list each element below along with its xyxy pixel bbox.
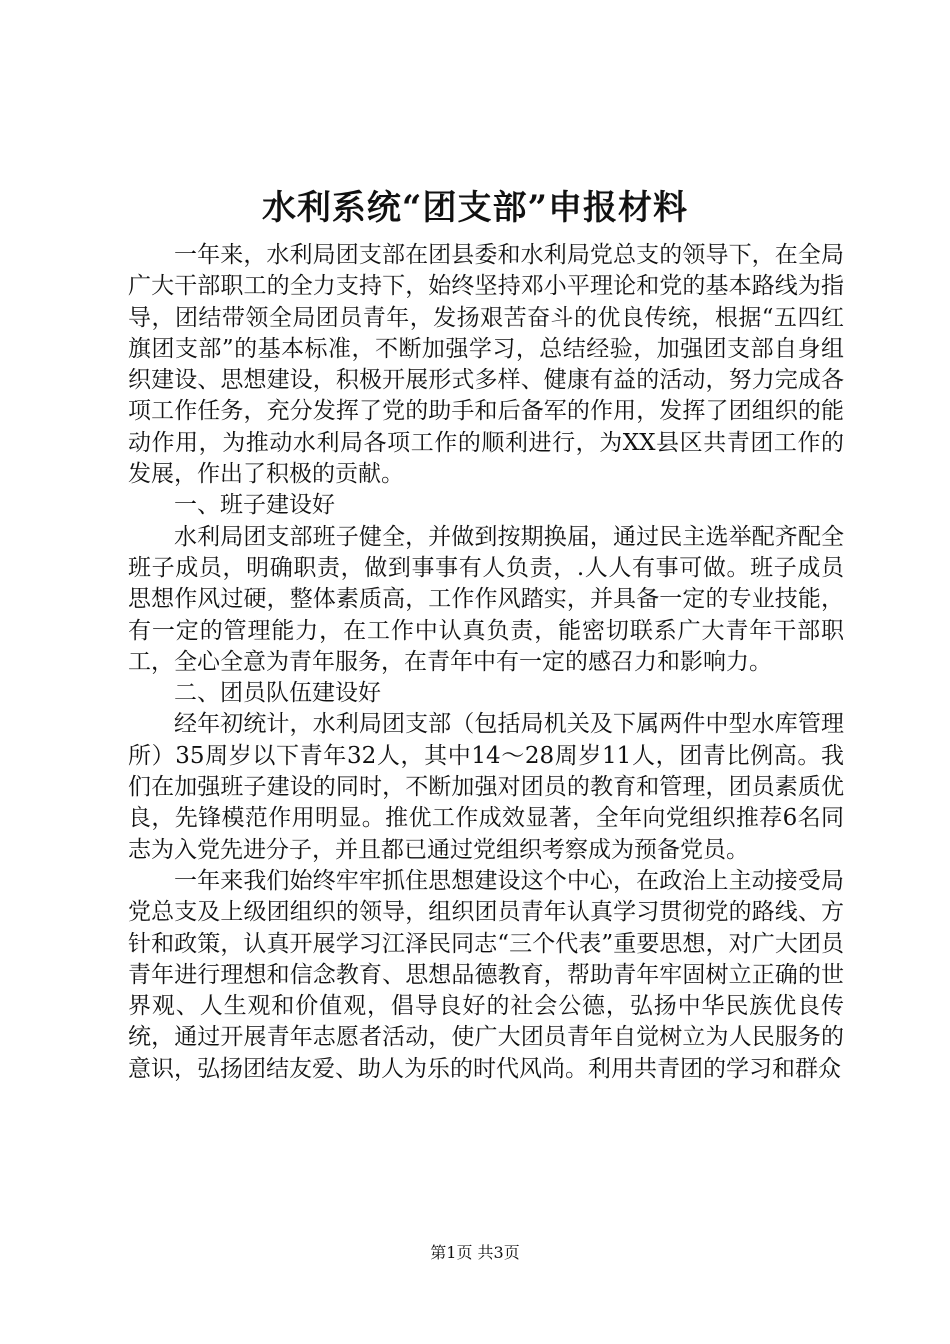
paragraph-intro: 一年来，水利局团支部在团县委和水利局党总支的领导下，在全局广大干部职工的全力支持下，始终坚持邓小平理论和党的基本路线为指导，团结带领全局团员青年，发扬艰苦奋斗的优良传统，根据“五四红旗团支部”的基本标准，不断加强学习，总结经验，加强团支部自身组织建设、思想建设，积极开展形式多样、健康有益的活动，努力完成各项工作任务，充分发挥了党的助手和后备军的作用，发挥了团组织的能动作用，为推动水利局各项工作的顺利进行，为XX县区共青团工作的发展，作出了积极的贡献。 <box>128 242 844 488</box>
document-title: 水利系统“团支部”申报材料 <box>261 188 689 228</box>
section-heading-2: 二、团员队伍建设好 <box>174 680 381 707</box>
page-footer: 第1页 共3页 <box>430 1243 520 1262</box>
section-heading-1: 一、班子建设好 <box>174 492 335 519</box>
paragraph-leadership: 水利局团支部班子健全，并做到按期换届，通过民主选举配齐配全班子成员，明确职责，做到事事有人负责，.人人有事可做。班子成员思想作风过硬，整体素质高，工作作风踏实，并具备一定的专业技能，有一定的管理能力，在工作中认真负责，能密切联系广大青年干部职工，全心全意为青年服务，在青年中有一定的感召力和影响力。 <box>128 523 844 675</box>
document-body <box>128 240 844 1085</box>
paragraph-ideology: 一年来我们始终牢牢抓住思想建设这个中心，在政治上主动接受局党总支及上级团组织的领导，组织团员青年认真学习贯彻党的路线、方针和政策，认真开展学习江泽民同志“三个代表”重要思想，对广大团员青年进行理想和信念教育、思想品德教育，帮助青年牢固树立正确的世界观、人生观和价值观，倡导良好的社会公德，弘扬中华民族优良传统，通过开展青年志愿者活动，使广大团员青年自觉树立为人民服务的意识，弘扬团结友爱、助人为乐的时代风尚。利用共青团的学习和群众 <box>128 867 844 1082</box>
paragraph-members: 经年初统计，水利局团支部（包括局机关及下属两件中型水库管理所）35周岁以下青年32人，其中14～28周岁11人，团青比例高。我们在加强班子建设的同时，不断加强对团员的教育和管理，团员素质优良，先锋模范作用明显。推优工作成效显著，全年向党组织推荐6名同志为入党先进分子，并且都已通过党组织考察成为预备党员。 <box>128 711 844 863</box>
